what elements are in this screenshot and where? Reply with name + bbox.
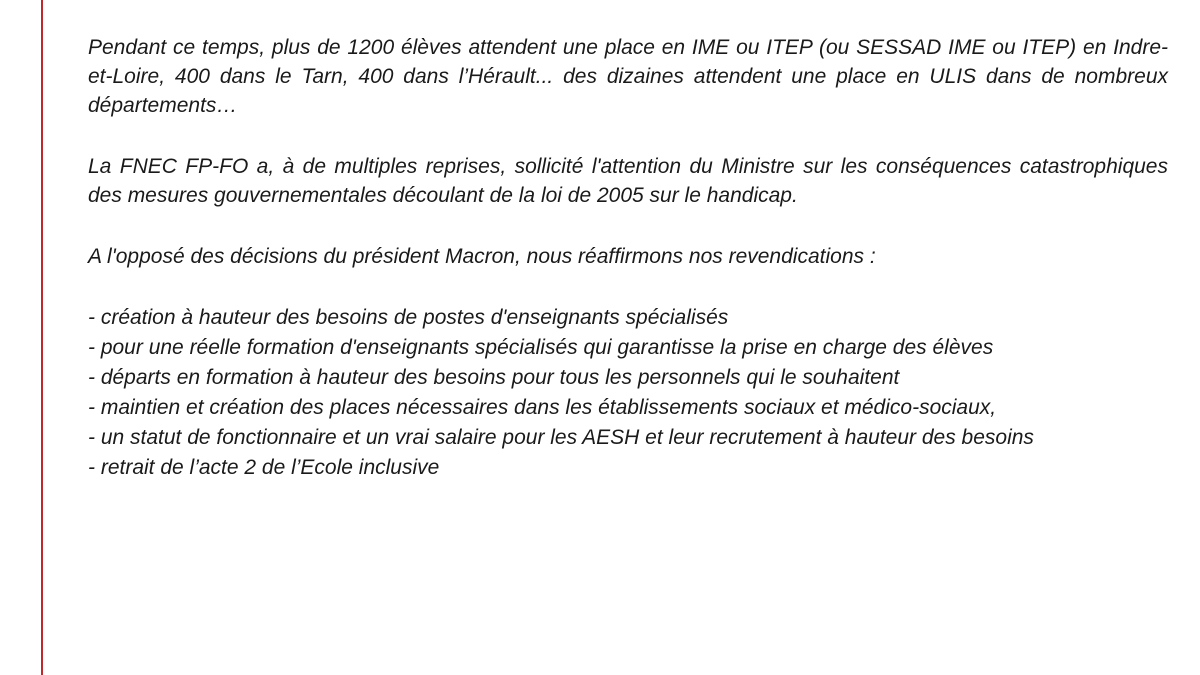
demand-item-places: - maintien et création des places nécessaires dans les établissements sociaux et médico-sociaux,	[88, 396, 997, 419]
paragraph-fnec-statement: La FNEC FP-FO a, à de multiples reprises, sollicité l'attention du Ministre sur les conséquences catastrophiques des mesures gouvernementales découlant de la loi de 2005 sur le handicap.	[88, 155, 1168, 207]
demand-item-aesh-status: - un statut de fonctionnaire et un vrai salaire pour les AESH et leur recrutement à hauteur des besoins	[88, 426, 1034, 449]
red-margin-line	[41, 0, 43, 675]
paragraph-demands-intro: A l'opposé des décisions du président Macron, nous réaffirmons nos revendications :	[88, 245, 876, 268]
demands-list	[88, 303, 1168, 482]
paragraph-spacer	[88, 271, 1168, 303]
paragraph-spacer	[88, 120, 1168, 152]
paragraph-spacer	[88, 210, 1168, 242]
document-body	[88, 33, 1168, 483]
demand-item-training-departures: - départs en formation à hauteur des besoins pour tous les personnels qui le souhaitent	[88, 366, 900, 389]
paragraph-waiting-lists: Pendant ce temps, plus de 1200 élèves attendent une place en IME ou ITEP (ou SESSAD IME ou ITEP) en Indre-et-Loire, 400 dans le Tarn, 400 dans l’Hérault... des dizaines attendent une place en ULIS dans de nombreux départements…	[88, 36, 1168, 117]
demand-item-withdrawal: - retrait de l’acte 2 de l’Ecole inclusive	[88, 456, 440, 479]
demand-item-specialised-posts: - création à hauteur des besoins de postes d'enseignants spécialisés	[88, 306, 729, 329]
demand-item-training: - pour une réelle formation d'enseignants spécialisés qui garantisse la prise en charge des élèves	[88, 336, 994, 359]
